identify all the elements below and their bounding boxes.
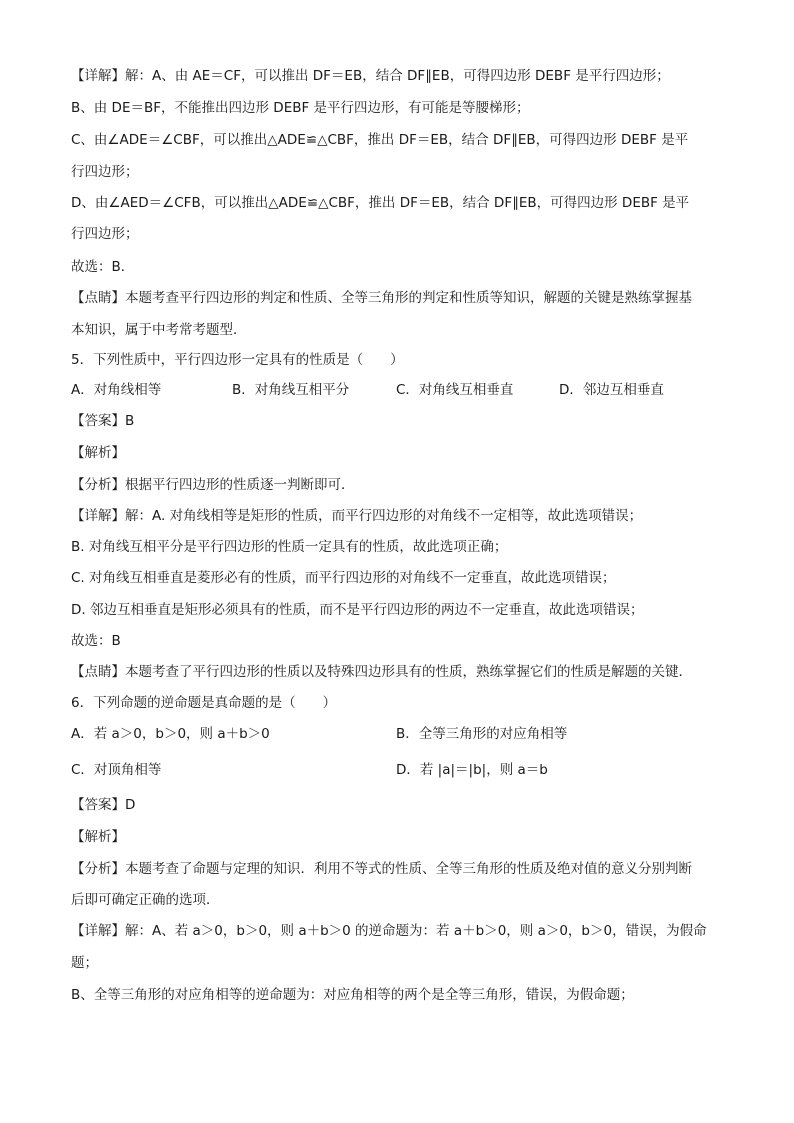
q6-analysis-heading: 【解析】 [71,829,125,845]
text-line: 本知识，属于中考常考题型． [71,322,247,338]
text-line: 【详解】解：A、由 AE＝CF，可以推出 DF＝EB，结合 DF∥EB，可得四边形 DEBF 是平行四边形； [71,68,670,84]
q5-option-d: D．邻边互相垂直 [559,382,664,398]
text-line: 【点睛】本题考查了平行四边形的性质以及特殊四边形具有的性质，熟练掌握它们的性质是解题的关键． [71,664,692,680]
text-line: B、由 DE＝BF，不能推出四边形 DEBF 是平行四边形，有可能是等腰梯形； [71,100,530,116]
q6-answer: 【答案】D [71,797,136,813]
text-line: 行四边形； [71,164,139,180]
text-line: 题； [71,955,98,971]
text-line: C、由∠ADE＝∠CBF，可以推出△ADE≌△CBF，推出 DF＝EB，结合 DF∥EB，可得四边形 DEBF 是平 [71,132,689,148]
question-5-stem: 5．下列性质中，平行四边形一定具有的性质是（ ） [71,352,404,368]
q5-answer: 【答案】B [71,413,135,429]
text-line: C. 对角线互相垂直是菱形必有的性质，而平行四边形的对角线不一定垂直，故此选项错误； [71,570,616,586]
text-line: 【分析】本题考查了命题与定理的知识．利用不等式的性质、全等三角形的性质及绝对值的意义分别判断 [71,861,692,877]
text-line: B. 对角线互相平分是平行四边形的性质一定具有的性质，故此选项正确； [71,539,508,555]
q6-option-b: B．全等三角形的对应角相等 [396,726,568,742]
text-line: 【分析】根据平行四边形的性质逐一判断即可． [71,477,355,493]
q5-analysis-heading: 【解析】 [71,445,125,461]
text-line: 【点睛】本题考查平行四边形的判定和性质、全等三角形的判定和性质等知识，解题的关键是熟练掌握基 [71,290,692,306]
text-line: D. 邻边互相垂直是矩形必须具有的性质，而不是平行四边形的两边不一定垂直，故此选项错误； [71,602,644,618]
text-line: 故选：B． [71,259,135,275]
text-line: D、由∠AED＝∠CFB，可以推出△ADE≌△CBF，推出 DF＝EB，结合 DF∥EB，可得四边形 DEBF 是平 [71,195,690,211]
q5-option-c: C．对角线互相垂直 [396,382,514,398]
q6-option-a: A．若 a＞0，b＞0，则 a＋b＞0 [71,726,270,742]
text-line: 后即可确定正确的选项． [71,892,220,908]
text-line: 【详解】解：A. 对角线相等是矩形的性质，而平行四边形的对角线不一定相等，故此选项错误； [71,508,643,524]
text-line: B、全等三角形的对应角相等的逆命题为：对应角相等的两个是全等三角形，错误，为假命题； [71,987,634,1003]
text-line: 【详解】解：A、若 a＞0，b＞0，则 a＋b＞0 的逆命题为：若 a＋b＞0，则 a＞0，b＞0，错误，为假命 [71,923,707,939]
question-6-stem: 6．下列命题的逆命题是真命题的是（ ） [71,695,337,711]
q6-option-d: D．若 |a|＝|b|，则 a＝b [396,762,548,778]
q5-option-b: B．对角线互相平分 [232,382,350,398]
text-line: 行四边形； [71,226,139,242]
q5-option-a: A．对角线相等 [71,382,162,398]
q6-option-c: C．对顶角相等 [71,762,162,778]
text-line: 故选：B [71,633,121,649]
